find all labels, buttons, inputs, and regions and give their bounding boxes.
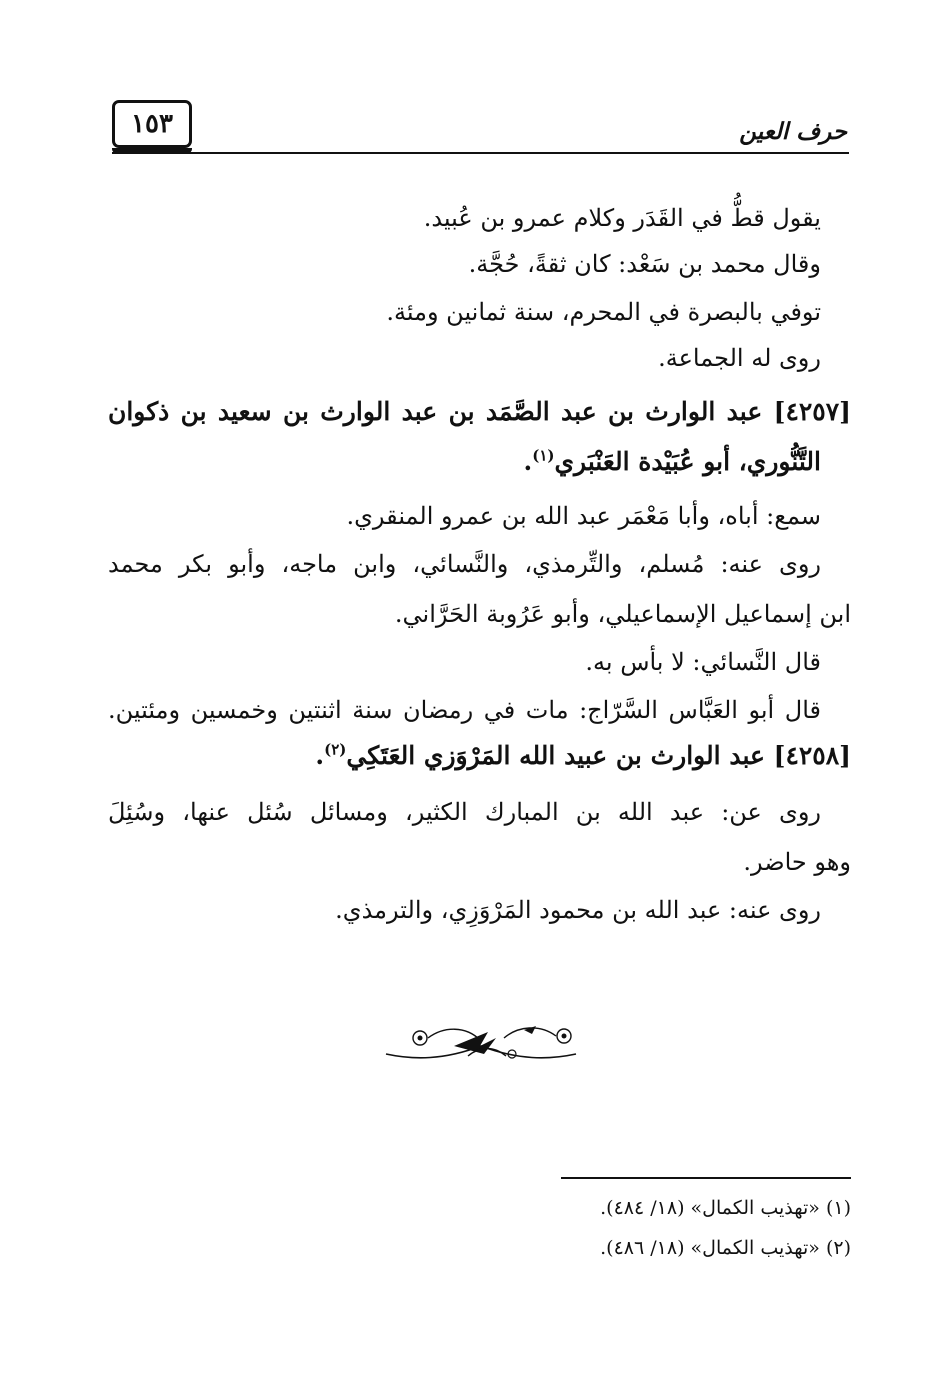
footnote-ref-1[interactable]: (١) [532, 446, 555, 465]
text-line: روى عنه: مُسلم، والتِّرمذي، والنَّسائي، وابن ماجه، وأبو بكر محمد [108, 550, 821, 578]
text-line: قال النَّسائي: لا بأس به. [585, 648, 821, 676]
text-line: سمع: أباه، وأبا مَعْمَر عبد الله بن عمرو المنقري. [346, 502, 821, 530]
text-line: وهو حاضر. [743, 848, 851, 876]
text-line: روى عن: عبد الله بن المبارك الكثير، ومسائل سُئل عنها، وسُئِلَ [108, 798, 821, 826]
entry-heading-4257-cont: التَّنُّوري، أبو عُبَيْدة العَنْبَري$^{(١)}$. [523, 446, 821, 476]
text-line: توفي بالبصرة في المحرم، سنة ثمانين ومئة. [386, 298, 821, 326]
text-line: ابن إسماعيل الإسماعيلي، وأبو عَرُوبة الحَرَّاني. [394, 600, 851, 628]
text-line: قال أبو العَبَّاس السَّرّاج: مات في رمضان سنة اثنتين وخمسين ومئتين. [108, 696, 821, 724]
header-rule [112, 152, 849, 154]
footnote-rule [561, 1177, 851, 1179]
footnote-1: (١) «تهذيب الكمال» (١٨/ ٤٨٤). [600, 1197, 851, 1219]
entry-heading-4257: [٤٢٥٧] عبد الوارث بن عبد الصَّمَد بن عبد الوارث بن سعيد بن ذكوان [108, 397, 851, 426]
footnote-2: (٢) «تهذيب الكمال» (١٨/ ٤٨٦). [600, 1237, 851, 1259]
footnote-ref-2[interactable]: (٢) [324, 740, 347, 759]
floral-divider-icon [384, 1016, 578, 1072]
text-line: وقال محمد بن سَعْد: كان ثقةً، حُجَّة. [468, 250, 821, 278]
running-head: حرف العين [739, 118, 847, 145]
entry-heading-4258: [٤٢٥٨] عبد الوارث بن عبيد الله المَرْوَزي العَتَكِي$^{(٢)}$. [315, 740, 851, 770]
page-number [112, 100, 192, 148]
text-line: يقول قطُّ في القَدَر وكلام عمرو بن عُبيد. [423, 204, 821, 232]
text-line: روى عنه: عبد الله بن محمود المَرْوَزِي، والترمذي. [335, 896, 821, 924]
page-number-text: ١٥٣ [131, 109, 173, 139]
text-line: روى له الجماعة. [658, 344, 821, 372]
